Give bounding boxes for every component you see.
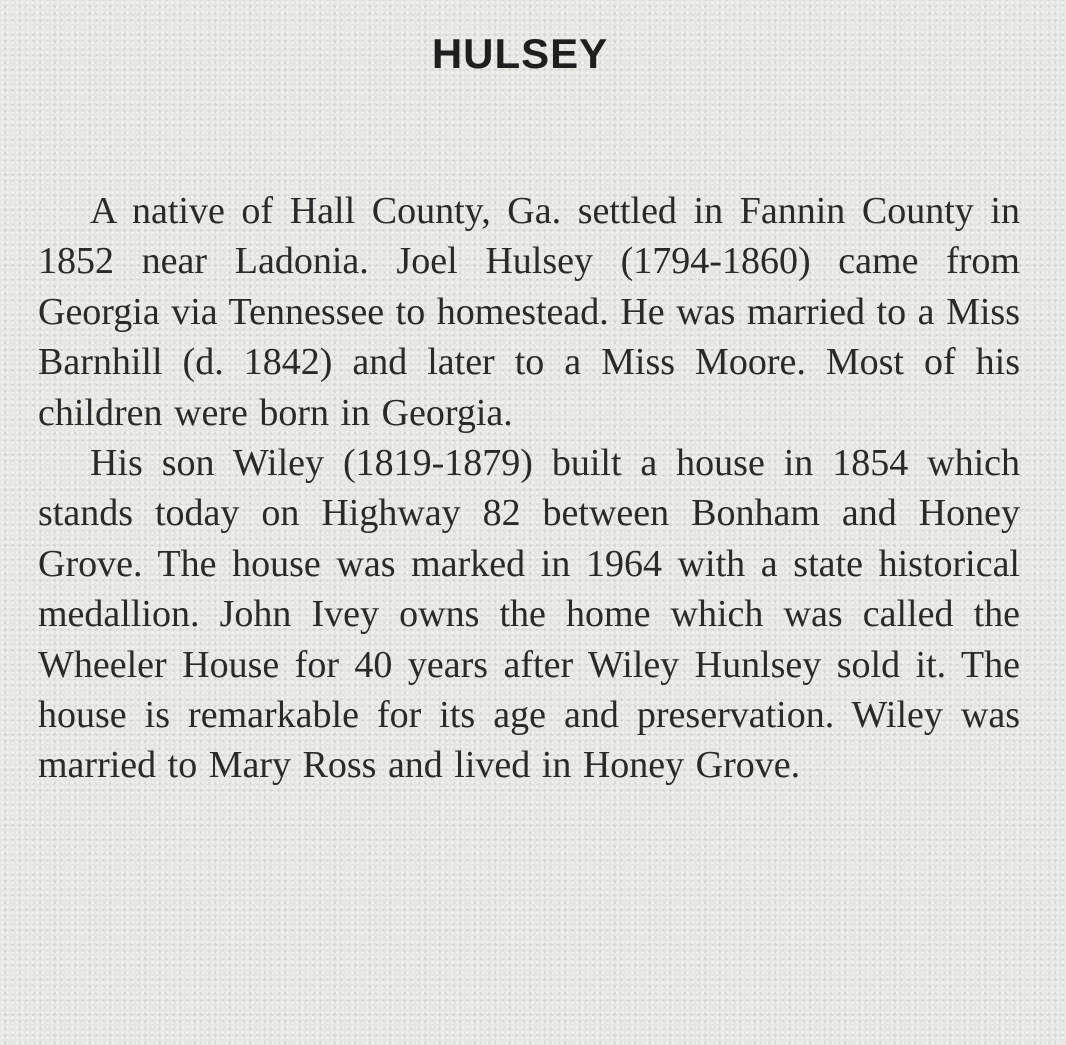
article-body bbox=[38, 186, 1020, 791]
paragraph-2: His son Wiley (1819-1879) built a house in 1854 which stands today on Highway 82 between Bonham and Honey Grove. The house was marked in 1964 with a state historical medallion. John Ivey owns the home which was called the Wheeler House for 40 years after Wiley Hunlsey sold it. The house is remarkable for its age and preservation. Wiley was married to Mary Ross and lived in Honey Grove. bbox=[38, 442, 1020, 787]
article-heading: HULSEY bbox=[431, 30, 609, 77]
paragraph-1: A native of Hall County, Ga. settled in Fannin County in 1852 near Ladonia. Joel Hulsey (1794-1860) came from Georgia via Tennessee to homestead. He was married to a Miss Barnhill (d. 1842) and later to a Miss Moore. Most of his children were born in Georgia. bbox=[38, 190, 1020, 434]
